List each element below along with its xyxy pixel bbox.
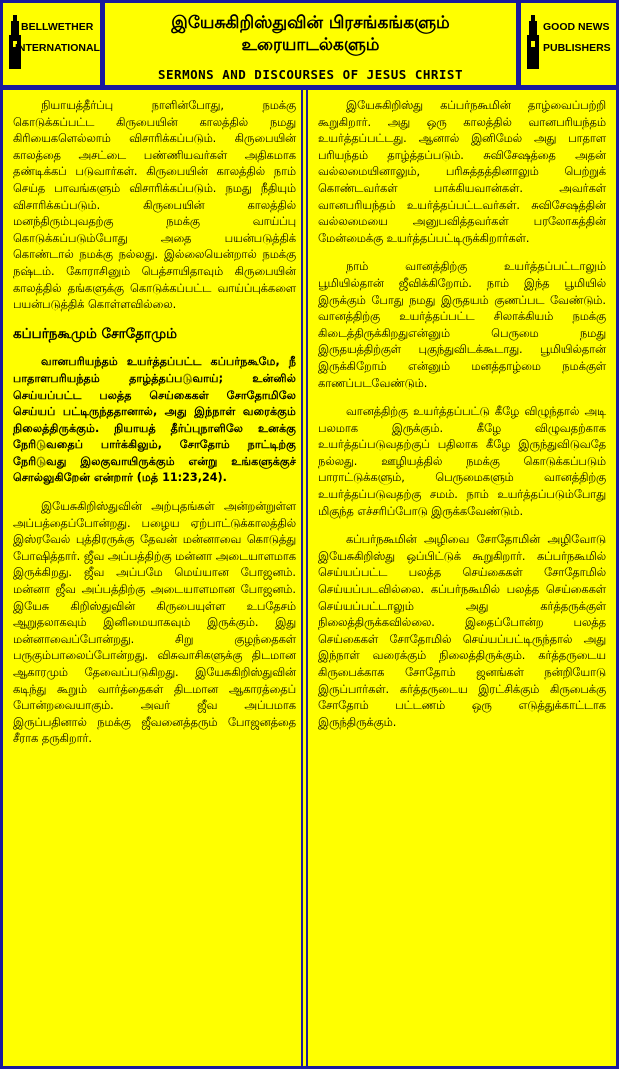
scripture-quote: வானபரியந்தம் உயர்த்தப்பட்ட கப்பர்நகூமே, நீ பாதாளபரியந்தம் தாழ்த்தப்படுவாய்; உன்னில் செய்யப்பட்ட பலத்த செய்கைகள் சோதோமிலே செய்யப் பட்டிருந்ததானால், அது இந்நாள் வரைக்கும் நிலைத்திருக்கும். நியாயத் தீர்ப்புநாளிலே உனக்கு நேரிடுவதைப் பார்க்கிலும், சோதோம் நாட்டிற்கு நேரிடுவது இலகுவாயிருக்கும் என்று உங்களுக்குச் சொல்லுகிறேன் என்றார் (மத் 11:23,24). xyxy=(13,355,296,485)
title-tamil-line2: உரையாடல்களும் xyxy=(241,35,380,55)
title-english: SERMONS AND DISCOURSES OF JESUS CHRIST xyxy=(158,67,463,82)
title-tamil-line1: இயேசுகிறிஸ்துவின் பிரசங்கங்களும் xyxy=(171,13,450,33)
good-news-logo xyxy=(516,3,616,85)
good-news-logo-text xyxy=(543,17,611,59)
tower-icon xyxy=(527,15,539,69)
paragraph: நாம் வானத்திற்கு உயர்த்தப்பட்டாலும் பூமியில்தான் ஜீவிக்கிறோம். நாம் இந்த பூமியில் இருக்கும் போது நமது இருதயம் குணப்பட வேண்டும். வானத்திற்கு உயர்த்தப்பட்ட சிலாக்கியம் நமக்கு கிடைத்திருக்கிறதுஎன்னும் பெருமை நமது இருதயத்திற்குள் புகுந்துவிடக்கூடாது. பூமியில்தான் இருக்கிறோம் என்னும் மனத்தாழ்மை நமக்குள் காணப்படவேண்டும். xyxy=(318,260,606,390)
logo-left-line2: INTERNATIONAL xyxy=(15,42,100,54)
paragraph: கப்பர்நகூமின் அழிவை சோதோமின் அழிவோடு இயேசுகிறிஸ்து ஒப்பிட்டுக் கூறுகிறார். கப்பர்நகூமில் செய்யப்பட்ட பலத்த செய்கைகள் சோதோமில் செய்யப்படவில்லை. கப்பர்நகூமில் பலத்த செய்கைகள் செய்யப்பட்டாலும் அது கர்த்தருக்குள் நிலைத்திருக்கவில்லை. இதைப்போன்ற பலத்த செய்கைகள் சோதோமில் செய்யப்பட்டிருந்தால் அது இந்நாள் வரைக்கும் நிலைத்திருக்கும். கர்த்தருடைய கிருபைக்காக சோதோம் ஜனங்கள் நன்றியோடு இருப்பார்கள். கர்த்தருடைய இரட்சிக்கும் கிருபைக்கு சோதோம் பட்டணம் ஒரு எடுத்துக்காட்டாக இருந்திருக்கும். xyxy=(318,533,606,729)
article-body xyxy=(3,90,616,1066)
paragraph: நியாயத்தீர்ப்பு நாளின்போது, நமக்கு கொடுக்கப்பட்ட கிருபையின் காலத்தில் நமது கிரியைகளெல்லாம் விசாரிக்கப்படும். கிருபையின் காலத்தை அசட்டை பண்ணியவர்கள் அதிகமாக தண்டிக்கப் படுவார்கள். கிருபையின் காலத்தில் நாம் செய்த பாவங்களும் விசாரிக்கப்படும். நமது நீதியும் விசாரிக்கப்படும். கிருபையின் காலத்தில் மனந்திரும்புவதற்கு நமக்கு வாய்ப்பு கொடுக்கப்படும்போது அதை பயன்படுத்திக் கொண்டால் நமக்கு நல்லது. இல்லையென்றால் நமக்கு நஷ்டம். கோராசினும் பெத்சாயிதாவும் கிருபையின் காலத்தில் தங்களுக்கு கொடுக்கப்பட்ட வாய்ப்புக்களை பயன்படுத்திக் கொள்ளவில்லை. xyxy=(13,99,296,312)
title-tamil xyxy=(105,12,516,56)
logo-right-line2: PUBLISHERS xyxy=(543,42,611,54)
left-column xyxy=(3,90,308,1066)
header xyxy=(3,3,616,90)
logo-left-line1: BELLWETHER xyxy=(21,21,94,33)
bellwether-logo-text xyxy=(15,17,100,59)
right-column xyxy=(308,90,616,1066)
paragraph: இயேசுகிறிஸ்துவின் அற்புதங்கள் அன்றன்றுள்ள அப்பத்தைப்போன்றது. பழைய ஏற்பாட்டுக்காலத்தில் இஸ்ரவேல் புத்திரருக்கு தேவன் மன்னாவை கொடுத்து போஷித்தார். ஜீவ அப்பத்திற்கு மன்னா அடையாளமாக இருக்கிறது. ஜீவ அப்பமே மெய்யான போஜனம். மன்னா ஜீவ அப்பத்திற்கு அடையாளமான போஜனம். இயேசு கிறிஸ்துவின் கிருபையுள்ள உபதேசம் ஆறுதலாகவும் இனிமையாகவும் இருக்கும். இது மன்னாவைப்போன்றது. சிறு குழந்தைகள் பருகும்பாலைப்போன்றது. விசுவாசிகளுக்கு திடமான ஆகாரமும் தேவைப்படுகிறது. இயேசுகிறிஸ்துவின் கடிந்து கூறும் வார்த்தைகள் திடமான ஆகாரத்தைப் போன்றவையாகும். அவர் ஜீவ அப்பமாக இருப்பதினால் நமக்கு ஜீவனைத்தரும் போஜனத்தை சீராக தருகிறார். xyxy=(13,500,296,746)
paragraph: இயேசுகிறிஸ்து கப்பர்நகூமின் தாழ்வைப்பற்றி கூறுகிறார். அது ஒரு காலத்தில் வானபரியந்தம் உயர்த்தப்பட்டது. ஆனால் இனிமேல் அது பாதாள பரியந்தம் தாழ்த்தப்படும். சுவிசேஷத்தை அதன் வல்லமையினாலும், பரிசுத்தத்தினாலும் பெற்றுக் கொண்டவர்கள் பாக்கியவான்கள். அவர்கள் வானபரியந்தம் உயர்த்தப்பட்டவர்கள். சுவிசேஷத்தின் வல்லமையை அனுபவித்தவர்கள் பரலோகத்தின் மேன்மைக்கு உயர்த்தப்பட்டிருக்கிறார்கள். xyxy=(318,99,606,245)
bellwether-logo xyxy=(3,3,105,85)
section-heading: கப்பர்நகூமும் சோதோமும் xyxy=(13,325,177,342)
paragraph: வானத்திற்கு உயர்த்தப்பட்டு கீழே விழுந்தால் அடி பலமாக இருக்கும். கீழே விழுவதற்காக உயர்த்தப்படுவதற்குப் பதிலாக கீழே இருந்துவிடுவதே நல்லது. ஊழியத்தில் நமக்கு கொடுக்கப்படும் பாராட்டுக்களும், பெருமைகளும் வானத்திற்கு உயர்த்தப்படுவதற்கு சமம். நாம் உயர்த்தப்படும்போது மிகுந்த எச்சரிப்போடு இருக்கவேண்டும். xyxy=(318,405,606,518)
logo-right-line1: GOOD NEWS xyxy=(543,21,610,33)
